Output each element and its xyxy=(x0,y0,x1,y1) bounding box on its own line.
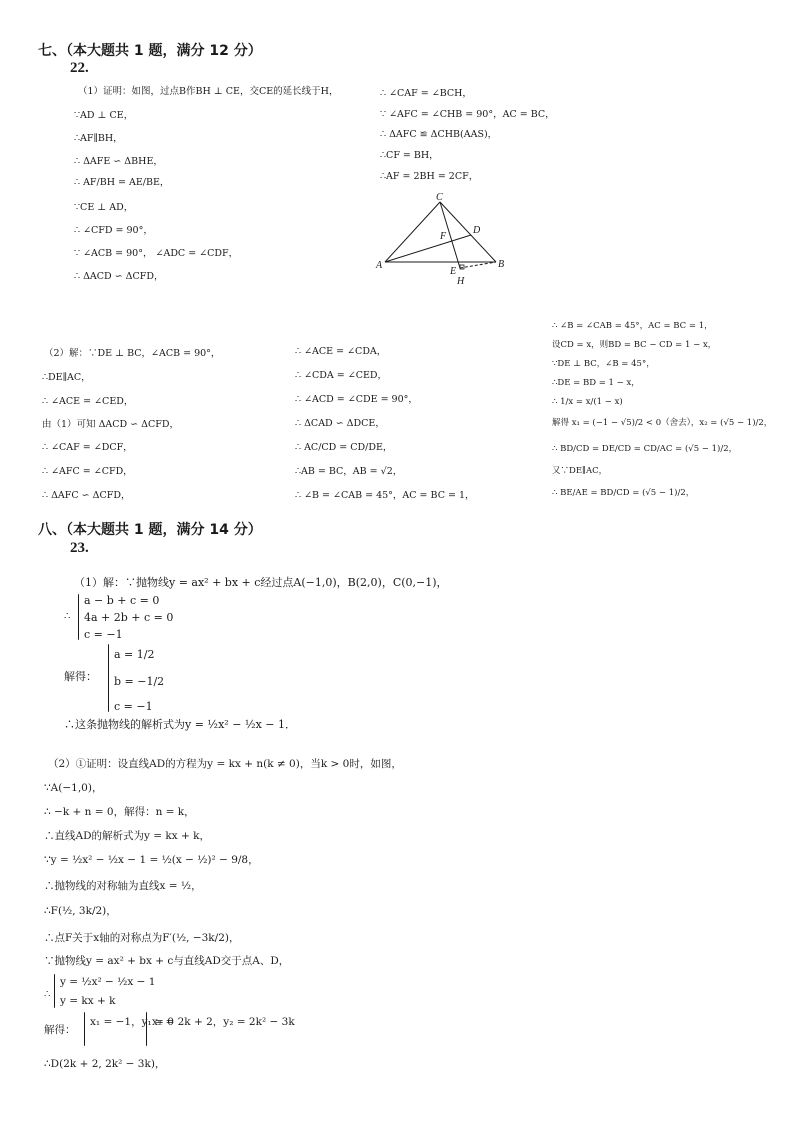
q23-p2-line-6: ∴抛物线的对称轴为直线x = ½， xyxy=(44,880,202,892)
q23-p2-line-9: ∵抛物线y = ax² + bx + c与直线AD交于点A、D， xyxy=(44,955,290,967)
q23-p2-line-4: ∴直线AD的解析式为y = kx + k， xyxy=(44,830,211,842)
q23-p2-line-7: ∴F(½, 3k/2)， xyxy=(44,905,117,917)
q22-p2-c1-5: ∴ ∠CAF = ∠DCF， xyxy=(42,442,133,453)
q22-p2-c3-3: ∵DE ⊥ BC，∠B = 45°， xyxy=(552,359,655,369)
section-8-title: 八、（本大题共 1 题，满分 14 分） xyxy=(38,522,262,538)
q22-p2-c1-4: 由（1）可知 ΔACD ∽ ΔCFD， xyxy=(42,419,180,430)
section-7-title: 七、（本大题共 1 题，满分 12 分） xyxy=(38,43,262,59)
q23-system-eq-1: y = ½x² − ½x − 1 xyxy=(60,976,156,988)
system-brace-4 xyxy=(84,1012,85,1046)
q23-sol-a: a = 1/2 xyxy=(114,648,155,661)
q23-eq-1: a − b + c = 0 xyxy=(84,594,160,607)
q23-eq-2: 4a + 2b + c = 0 xyxy=(84,611,174,624)
q22-p2-c3-4: ∴DE = BD = 1 − x， xyxy=(552,378,640,388)
q23-p2-line-1: （2）①证明：设直线AD的方程为y = kx + n(k ≠ 0)，当k > 0时，如图， xyxy=(48,758,402,770)
q23-eq-3: c = −1 xyxy=(84,628,123,641)
q22-p2-c1-6: ∴ ∠AFC = ∠CFD， xyxy=(42,466,133,477)
q23-solve-label-2: 解得： xyxy=(44,1024,76,1036)
label-a: A xyxy=(376,260,383,271)
question-22-number: 22. xyxy=(70,60,89,76)
q22-p2-c2-5: ∴ AC/CD = CD/DE， xyxy=(295,442,393,453)
q22-p1-line-9: ∴ ΔACD ∽ ΔCFD， xyxy=(74,271,164,282)
q22-p1-line-7: ∴ ∠CFD = 90°， xyxy=(74,225,153,236)
q23-p2-line-2: ∵A(−1,0)， xyxy=(44,782,103,794)
triangle-diagram xyxy=(368,190,518,290)
label-d: D xyxy=(473,225,481,236)
q22-p2-c1-3: ∴ ∠ACE = ∠CED， xyxy=(42,396,134,407)
segment-hb xyxy=(460,262,496,268)
label-f: F xyxy=(440,231,447,242)
q22-p2-c2-6: ∴AB = BC，AB = √2， xyxy=(295,466,403,477)
q22-p2-c2-2: ∴ ∠CDA = ∠CED， xyxy=(295,370,388,381)
q22-p1-line-2: ∵AD ⊥ CE， xyxy=(74,110,134,121)
q22-p1-right-2: ∵ ∠AFC = ∠CHB = 90°，AC = BC， xyxy=(380,109,555,120)
q23-p2-line-5: ∵y = ½x² − ½x − 1 = ½(x − ½)² − 9/8， xyxy=(44,854,259,866)
q22-p1-right-5: ∴AF = 2BH = 2CF， xyxy=(380,171,479,182)
q22-p2-c1-2: ∴DE∥AC， xyxy=(42,372,91,383)
q22-p1-right-3: ∴ ΔAFC ≌ ΔCHB(AAS)， xyxy=(380,129,498,140)
q23-line-1: （1）解：∵抛物线y = ax² + bx + c经过点A(−1,0)，B(2,0)，C(0,−1)， xyxy=(74,576,448,589)
q22-p1-line-1: （1）证明：如图，过点B作BH ⊥ CE，交CE的延长线于H， xyxy=(78,86,339,97)
q23-sol-set-1: x₁ = −1，y₁ = 0 xyxy=(90,1016,174,1028)
q22-p2-c3-5: ∴ 1/x = x/(1 − x) xyxy=(552,397,623,407)
q23-line-parabola: ∴这条抛物线的解析式为y = ½x² − ½x − 1． xyxy=(64,718,296,731)
system-brace-3 xyxy=(54,974,55,1008)
q22-p2-c3-6: 解得 x₁ = (−1 − √5)/2 < 0（舍去），x₂ = (√5 − 1)/2， xyxy=(552,418,773,428)
label-e: E xyxy=(450,266,457,277)
q23-sol-c: c = −1 xyxy=(114,700,153,713)
q22-p1-line-3: ∴AF∥BH， xyxy=(74,133,123,144)
label-h: H xyxy=(457,276,465,287)
q22-p2-c2-1: ∴ ∠ACE = ∠CDA， xyxy=(295,346,387,357)
q22-p1-line-8: ∵ ∠ACB = 90°， ∠ADC = ∠CDF， xyxy=(74,248,239,259)
q22-p2-c3-7: ∴ BD/CD = DE/CD = CD/AC = (√5 − 1)/2， xyxy=(552,444,738,454)
q22-p1-line-6: ∵CE ⊥ AD， xyxy=(74,202,134,213)
label-c: C xyxy=(436,192,443,203)
therefore-mark-1: ∴ xyxy=(64,611,71,622)
q22-p2-c1-7: ∴ ΔAFC ∽ ΔCFD， xyxy=(42,490,131,501)
system-brace-2 xyxy=(108,644,109,712)
q23-system-eq-2: y = kx + k xyxy=(60,995,116,1007)
q22-p1-right-4: ∴CF = BH， xyxy=(380,150,439,161)
q22-p2-c3-1: ∴ ∠B = ∠CAB = 45°，AC = BC = 1， xyxy=(552,321,713,331)
q22-p2-c2-7: ∴ ∠B = ∠CAB = 45°，AC = BC = 1， xyxy=(295,490,475,501)
q22-p1-line-4: ∴ ΔAFE ∽ ΔBHE， xyxy=(74,156,163,167)
q23-p2-line-3: ∴ −k + n = 0，解得：n = k， xyxy=(44,806,195,818)
q23-p2-point-d: ∴D(2k + 2, 2k² − 3k)， xyxy=(44,1058,166,1070)
q22-p1-right-1: ∴ ∠CAF = ∠BCH， xyxy=(380,88,472,99)
q22-p2-c3-2: 设CD = x，则BD = BC − CD = 1 − x， xyxy=(552,340,717,350)
system-brace-5 xyxy=(146,1012,147,1046)
q22-p2-c2-3: ∴ ∠ACD = ∠CDE = 90°， xyxy=(295,394,418,405)
q23-sol-set-2: x₂ = 2k + 2，y₂ = 2k² − 3k xyxy=(152,1016,295,1028)
q22-p2-c3-9: ∴ BE/AE = BD/CD = (√5 − 1)/2， xyxy=(552,488,695,498)
q22-p1-line-5: ∴ AF/BH = AE/BE， xyxy=(74,177,170,188)
q23-solve-label-1: 解得： xyxy=(64,670,97,683)
therefore-mark-2: ∴ xyxy=(44,989,51,1000)
q22-p2-c2-4: ∴ ΔCAD ∽ ΔDCE， xyxy=(295,418,385,429)
q23-p2-line-8: ∴点F关于x轴的对称点为F′(½, −3k/2)， xyxy=(44,932,240,944)
label-b: B xyxy=(498,259,505,270)
system-brace-1 xyxy=(78,594,79,640)
segment-cb xyxy=(440,202,496,262)
question-23-number: 23. xyxy=(70,540,89,556)
q22-p2-c1-1: （2）解：∵DE ⊥ BC，∠ACB = 90°， xyxy=(44,348,221,359)
q22-p2-c3-8: 又∵DE∥AC， xyxy=(552,466,608,476)
q23-sol-b: b = −1/2 xyxy=(114,675,165,688)
